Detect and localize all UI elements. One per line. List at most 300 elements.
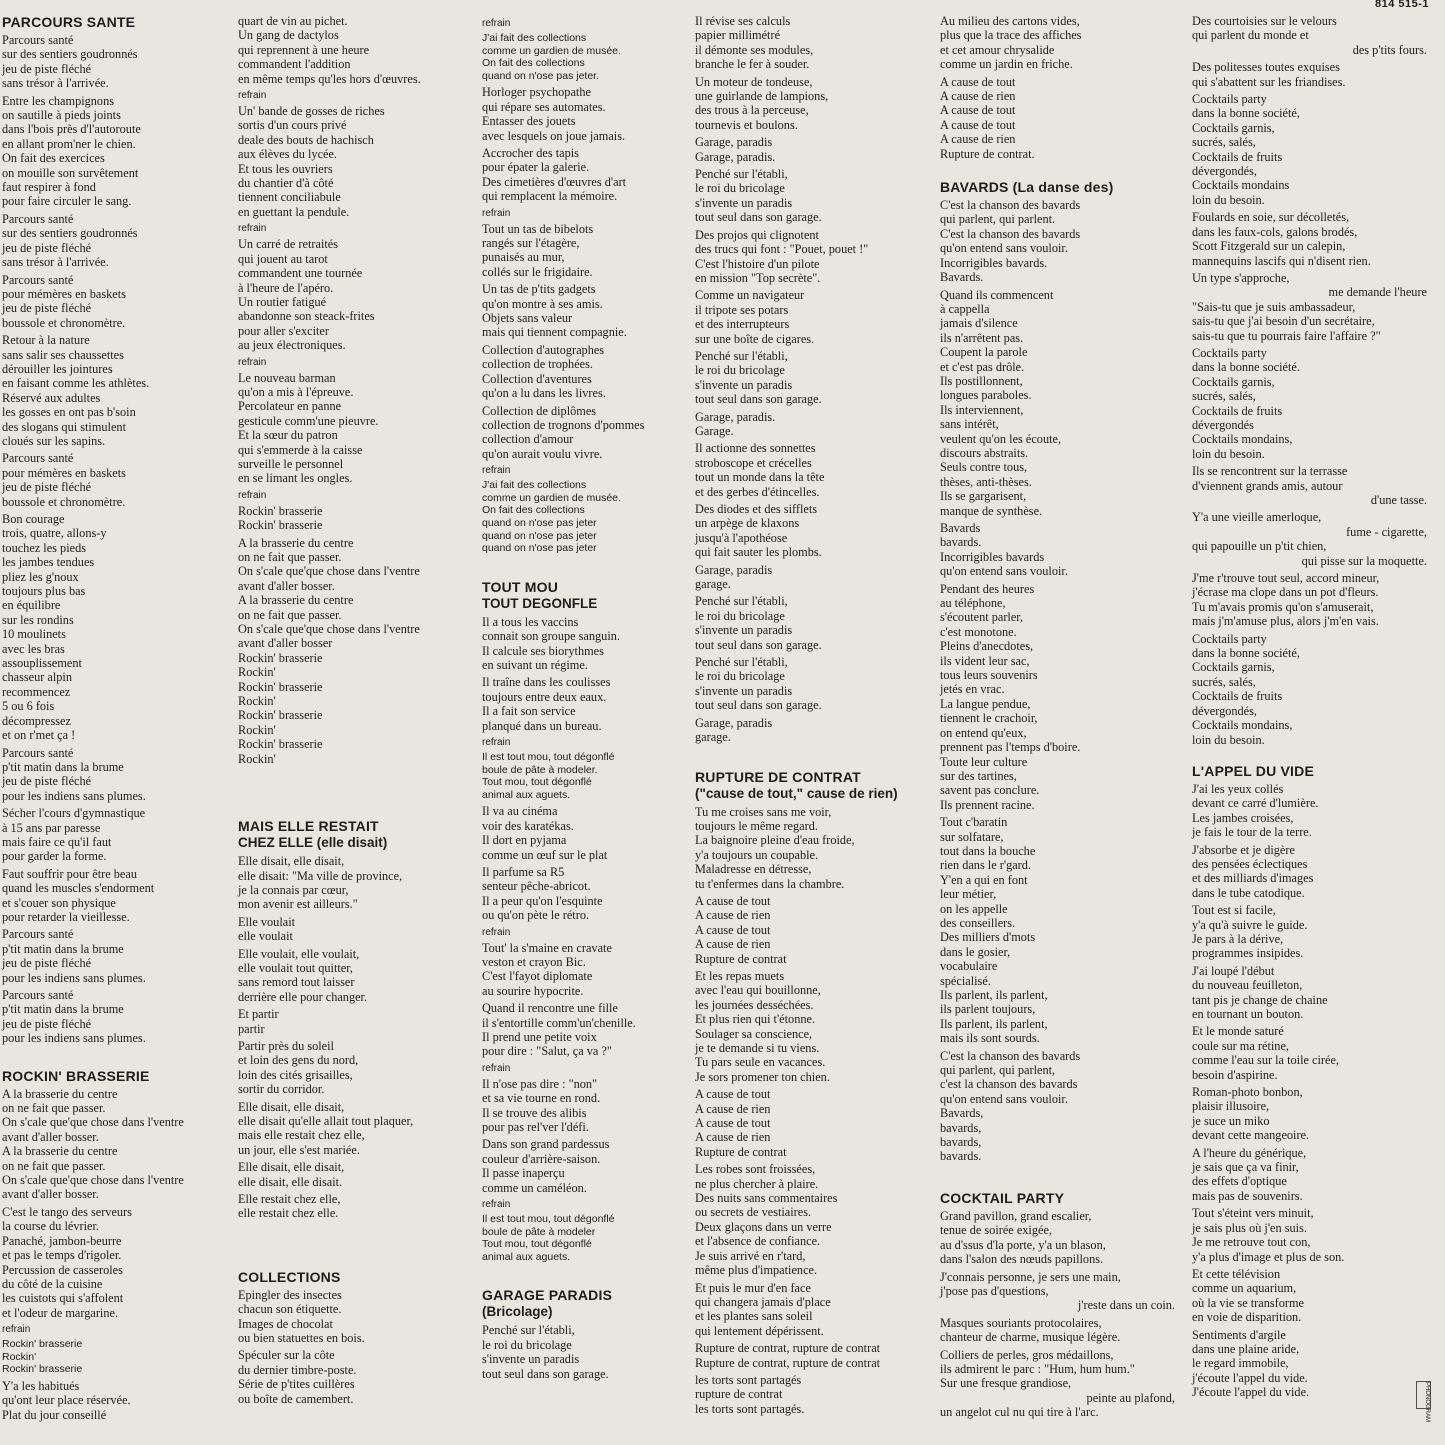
lyric-stanza <box>1192 571 1427 629</box>
lyric-stanza <box>1192 14 1427 57</box>
lyric-line: sans salir ses chaussettes <box>2 347 124 362</box>
lyric-line: Un' bande de gosses de riches <box>238 104 385 119</box>
lyric-line: qui parlent du monde et <box>1192 28 1309 43</box>
lyric-line: Des courtoisies sur le velours <box>1192 14 1337 28</box>
lyric-line: mais ils sont sourds. <box>940 1031 1040 1046</box>
lyric-line: Plat du jour conseillé <box>2 1407 107 1422</box>
lyric-line: Rockin' <box>238 694 276 709</box>
lyric-line: toujours plus bas <box>2 584 86 599</box>
lyric-line: Il n'ose pas dire : "non" <box>482 1076 598 1091</box>
lyric-line: pliez les g'noux <box>2 569 79 584</box>
lyric-line: Garage, paradis <box>695 135 773 150</box>
lyric-line: ils parlent toujours, <box>940 1002 1036 1017</box>
lyric-line: Rockin' brasserie <box>2 1338 83 1351</box>
lyric-line: Accrocher des tapis <box>482 146 579 160</box>
lyric-stanza <box>1192 1024 1427 1082</box>
lyric-line: Bavards, <box>940 1106 984 1121</box>
lyric-line: qui jouent au tarot <box>238 251 328 266</box>
lyric-line: qu'on entend sans vouloir. <box>940 241 1068 256</box>
lyric-stanza <box>940 198 1175 284</box>
lyric-line: s'écoutent parler, <box>940 610 1023 625</box>
lyric-line: cloués sur les sapins. <box>2 433 106 448</box>
lyric-line: punaisés au mur, <box>482 250 565 265</box>
lyric-stanza <box>695 502 930 560</box>
lyric-line: On fait des exercices <box>2 151 105 166</box>
lyric-line: je fais le tour de la terre. <box>1192 825 1312 840</box>
lyric-line: les gosses en ont pas b'soin <box>2 405 136 420</box>
lyric-line: dans la bonne société, <box>1192 646 1300 661</box>
lyric-line: discours abstraits. <box>940 445 1029 460</box>
lyric-line: avant d'aller bosser. <box>2 1187 99 1202</box>
lyric-line: des trucs qui font : "Pouet, pouet !" <box>695 242 869 257</box>
lyric-line: pour garder la forme. <box>2 849 107 864</box>
lyric-line: dans une plaine aride, <box>1192 1341 1300 1356</box>
lyric-stanza <box>1192 1267 1427 1325</box>
lyric-line: besoin d'aspirine. <box>1192 1067 1278 1082</box>
lyric-line: Il passe inaperçu <box>482 1166 565 1181</box>
lyric-stanza <box>940 815 1175 1046</box>
lyric-line: c'est la chanson des bavards <box>940 1077 1078 1092</box>
lyric-line: Au milieu des cartons vides, <box>940 14 1080 28</box>
lyric-line: sur des sentiers goudronnés <box>2 226 138 241</box>
lyric-line: sais-tu que tu pourrais faire l'affaire ?" <box>1192 328 1381 343</box>
lyric-stanza <box>695 410 930 439</box>
lyric-line: la course du lévrier. <box>2 1219 99 1234</box>
song-section <box>940 14 1175 161</box>
lyric-line: 5 ou 6 fois <box>2 699 55 714</box>
lyric-stanza <box>1192 782 1427 840</box>
catalog-number: 814 515-1 <box>1374 0 1429 10</box>
lyric-line: fume - cigarette, <box>1346 524 1427 539</box>
lyric-stanza <box>2 451 237 509</box>
lyric-line: on ne fait que passer. <box>238 550 342 564</box>
lyric-line: C'est l'fayot diplomate <box>482 969 593 984</box>
lyric-line: A cause de rien <box>940 132 1016 147</box>
lyric-line: Et le monde saturé <box>1192 1024 1284 1039</box>
lyric-line: Cocktails mondains, <box>1192 432 1293 447</box>
lyric-line: partir <box>238 1021 265 1036</box>
lyric-line: Y'a une vieille amerloque, <box>1192 510 1322 525</box>
lyric-stanza <box>940 1316 1175 1345</box>
lyric-line: veston et crayon Bic. <box>482 954 586 969</box>
lyric-stanza <box>482 32 717 82</box>
lyric-line: Ils se rencontrent sur la terrasse <box>1192 464 1348 479</box>
lyric-line: sais-tu que j'ai besoin d'un secrétaire, <box>1192 314 1375 329</box>
lyric-line: plus que la trace des affiches <box>940 28 1082 43</box>
lyric-line: les torts sont partagés. <box>695 1401 805 1416</box>
lyric-line: J'connais personne, je sers une main, <box>940 1269 1121 1284</box>
lyric-line: A cause de tout <box>695 1116 771 1131</box>
lyrics-column-3 <box>482 14 717 1384</box>
lyric-line: collection d'amour <box>482 432 574 447</box>
lyric-line: s'invente un paradis <box>695 377 793 392</box>
lyric-stanza <box>238 1160 473 1189</box>
lyric-line: Collection d'aventures <box>482 371 592 386</box>
lyric-line: Il va au cinéma <box>482 804 558 819</box>
lyric-line: vocabulaire <box>940 959 998 974</box>
refrain-label: refrain <box>238 489 267 501</box>
lyric-line: Tu m'avais promis qu'on s'amuserait, <box>1192 599 1374 614</box>
lyric-line: chanteur de charme, musique légère. <box>940 1330 1121 1345</box>
lyric-line: qui répare ses automates. <box>482 99 606 114</box>
lyric-line: qui remplacent la mémoire. <box>482 189 618 204</box>
lyric-line: sur les rondins <box>2 612 74 627</box>
lyric-stanza <box>695 441 930 499</box>
lyric-line: Penché sur l'établi, <box>695 167 788 182</box>
lyric-line: jetés en vrac. <box>940 682 1005 697</box>
lyric-line: les journées desséchées. <box>695 997 814 1012</box>
lyric-line: Spéculer sur la côte <box>238 1348 335 1363</box>
lyric-line: Il parfume sa R5 <box>482 864 565 879</box>
lyric-stanza <box>940 1049 1175 1164</box>
lyric-line: Incorrigibles bavards <box>940 549 1045 564</box>
lyric-stanza <box>238 1348 473 1406</box>
lyric-line: Tout c'baratin <box>940 815 1008 830</box>
lyric-line: voir des karatékas. <box>482 818 574 833</box>
lyric-line: au téléphone, <box>940 596 1006 611</box>
lyric-line: animal aux aguets. <box>482 788 571 801</box>
lyric-line: sortir du corridor. <box>238 1082 325 1097</box>
lyric-line: La langue pendue, <box>940 696 1031 711</box>
lyric-line: Elle voulait, elle voulait, <box>238 946 360 961</box>
lyric-line: On s'cale que'que chose dans l'ventre <box>238 622 420 637</box>
lyric-line: collés sur le frigidaire. <box>482 264 593 279</box>
lyric-line: tout seul dans son garage. <box>482 1366 609 1381</box>
lyric-line: Y'a les habitués <box>2 1378 80 1393</box>
lyric-line: Bavards <box>940 521 981 535</box>
lyric-line: Tout est si facile, <box>1192 903 1276 918</box>
lyric-line: Tout un tas de bibelots <box>482 221 594 236</box>
lyric-line: sortis d'un cours privé <box>238 118 347 133</box>
lyric-line: comme l'eau sur la toile cirée, <box>1192 1053 1339 1068</box>
lyric-line: Colliers de perles, gros médaillons, <box>940 1347 1114 1362</box>
song-section <box>695 14 930 745</box>
lyric-line: Il actionne des sonnettes <box>695 441 816 456</box>
lyric-line: garage. <box>695 730 731 745</box>
lyric-line: Percussion de casseroles <box>2 1262 123 1277</box>
lyric-line: et s'couer son physique <box>2 895 116 910</box>
lyric-stanza <box>2 273 237 331</box>
lyric-line: A cause de tout <box>940 74 1016 89</box>
song-title: TOUT MOU <box>482 578 559 595</box>
lyric-stanza <box>482 404 717 462</box>
lyric-line: on mouille son survêtement <box>2 165 139 180</box>
lyric-line: Cocktails mondains, <box>1192 718 1293 733</box>
lyric-line: Ils interviennent, <box>940 402 1024 417</box>
song-section <box>482 579 717 1264</box>
lyric-line: Il est tout mou, tout dégonflé <box>482 1213 615 1226</box>
song-section <box>940 1190 1175 1420</box>
lyric-line: comme un gardien de musée. <box>482 491 621 504</box>
lyric-line: bavards. <box>940 1149 982 1164</box>
lyric-line: en même temps qu'les hors d'œuvres. <box>238 71 421 86</box>
lyric-line: qu'on aurait voulu vivre. <box>482 446 603 461</box>
lyric-line: coule sur ma rétine, <box>1192 1038 1289 1053</box>
lyric-line: comme un œuf sur le plat <box>482 847 608 862</box>
lyric-line: en tournant un bouton. <box>1192 1007 1304 1021</box>
lyric-line: les jambes tendues <box>2 555 95 570</box>
lyric-line: bavards. <box>940 535 982 550</box>
lyric-line: Ils parlent, ils parlent, <box>940 1016 1048 1031</box>
lyric-line: A cause de rien <box>695 908 771 923</box>
lyric-line: Tout s'éteint vers minuit, <box>1192 1206 1314 1221</box>
lyric-stanza <box>482 1077 717 1135</box>
lyric-line: Je suis arrivé en r'tard, <box>695 1248 806 1263</box>
song-title: COLLECTIONS <box>238 1268 341 1285</box>
lyric-line: commandent l'addition <box>238 57 351 72</box>
lyric-line: commandent une tournée <box>238 266 363 281</box>
refrain-label: refrain <box>482 18 511 29</box>
lyric-line: mais j'm'amuse plus, alors j'm'en vais. <box>1192 614 1379 629</box>
lyric-line: J'ai fait des collections <box>482 479 587 492</box>
lyric-line: à 15 ans par paresse <box>2 820 101 835</box>
lyric-line: Scott Fitzgerald sur un calepin, <box>1192 239 1346 254</box>
lyric-line: Rupture de contrat <box>695 951 787 966</box>
lyric-stanza <box>2 33 237 91</box>
lyric-line: dérouiller les jointures <box>2 361 113 376</box>
lyric-line: Il dort en pyjama <box>482 833 567 848</box>
lyric-line: dans la bonne société, <box>1192 106 1300 121</box>
lyric-stanza <box>482 1213 717 1263</box>
lyric-line: Parcours santé <box>2 211 74 226</box>
lyric-line: A cause de rien <box>695 1130 771 1145</box>
lyric-line: tout seul dans son garage. <box>695 698 822 713</box>
lyric-line: pour mémères en baskets <box>2 465 126 480</box>
song-section <box>482 18 717 555</box>
lyric-line: Il traîne dans les coulisses <box>482 675 611 690</box>
lyric-line: du nouveau feuilleton, <box>1192 978 1303 993</box>
lyric-line: J'ai les yeux collés <box>1192 781 1284 796</box>
lyric-line: sans trésor à l'arrivée. <box>2 76 109 91</box>
lyric-line: Série de p'tites cuillères <box>238 1377 355 1392</box>
lyric-line: Rockin' brasserie <box>238 503 323 518</box>
lyric-line: Parcours santé <box>2 272 74 287</box>
lyric-stanza <box>482 615 717 673</box>
lyric-line: aux élèves du lycée. <box>238 147 338 162</box>
lyric-line: Et plus rien qui t'étonne. <box>695 1012 816 1027</box>
lyric-line: au sourire hypocrite. <box>482 983 584 998</box>
lyric-line: en équilibre <box>2 598 61 613</box>
lyric-line: avec l'eau qui bouillonne, <box>695 983 821 998</box>
lyric-line: senteur pêche-abricot. <box>482 879 591 894</box>
lyric-line: A la brasserie du centre <box>2 1086 118 1101</box>
lyric-line: A cause de rien <box>695 937 771 952</box>
lyric-line: Et cette télévision <box>1192 1266 1281 1281</box>
lyric-line: Entasser des jouets <box>482 114 576 129</box>
lyric-stanza <box>695 1162 930 1277</box>
lyric-line: peinte au plafond, <box>1086 1390 1175 1405</box>
lyric-line: à cappella <box>940 301 990 316</box>
lyric-stanza <box>2 1205 237 1320</box>
lyric-line: je suce un miko <box>1192 1113 1270 1128</box>
lyric-line: le roi du bricolage <box>695 181 785 196</box>
lyric-stanza <box>238 371 473 486</box>
lyric-line: des pensées éclectiques <box>1192 856 1308 871</box>
lyric-line: Il prend une petite voix <box>482 1030 597 1044</box>
lyric-line: qu'on a mis à l'épreuve. <box>238 384 354 399</box>
lyric-line: collection de trognons d'pommes <box>482 417 645 432</box>
lyric-line: qui papouille un p'tit chien, <box>1192 539 1327 554</box>
lyric-line: Ils prennent racine. <box>940 797 1035 812</box>
lyric-line: je sais plus où j'en suis. <box>1192 1220 1307 1235</box>
song-title: PARCOURS SANTE <box>2 14 136 30</box>
lyric-line: et cet amour chrysalide <box>940 42 1055 57</box>
lyric-line: s'invente un paradis <box>695 683 793 698</box>
lyric-line: Tu pars seule en vacances. <box>695 1055 826 1070</box>
lyric-line: animal aux aguets. <box>482 1250 571 1263</box>
lyric-line: il démonte ses modules, <box>695 42 814 57</box>
lyric-line: programmes insipides. <box>1192 946 1304 961</box>
lyric-line: toujours le même regard. <box>695 818 818 833</box>
lyric-stanza <box>695 167 930 225</box>
lyric-line: tout seul dans son garage. <box>695 210 822 225</box>
lyrics-column-6 <box>1192 14 1427 1403</box>
lyric-line: A la brasserie du centre <box>238 593 354 608</box>
lyric-line: boussole et chronomètre. <box>2 315 126 330</box>
lyric-line: Rockin' brasserie <box>238 737 323 752</box>
lyric-line: Cocktails de fruits <box>1192 689 1283 704</box>
lyric-line: Collection d'autographes <box>482 342 605 357</box>
lyric-line: trois, quatre, allons-y <box>2 526 107 541</box>
lyric-stanza <box>482 282 717 340</box>
lyric-line: du côté de la cuisine <box>2 1276 103 1291</box>
lyric-stanza <box>695 1087 930 1159</box>
lyric-stanza <box>1192 964 1427 1022</box>
lyric-line: bavards, <box>940 1135 982 1150</box>
lyric-line: les cuistots qui s'affolent <box>2 1291 124 1306</box>
lyric-line: Rupture de contrat. <box>940 146 1035 161</box>
lyric-line: Et partir <box>238 1007 279 1022</box>
lyric-line: des conseillers. <box>940 915 1016 930</box>
lyric-line: Des milliers d'mots <box>940 930 1036 945</box>
lyric-stanza <box>1192 464 1427 507</box>
lyric-line: décompressez <box>2 713 71 728</box>
lyric-line: Elle voulait <box>238 914 296 929</box>
lyric-line: Cocktails party <box>1192 631 1267 646</box>
lyric-line: et sa vie tourne en rond. <box>482 1091 601 1106</box>
lyric-line: Coupent la parole <box>940 345 1028 360</box>
lyric-line: quand les muscles s'endorment <box>2 881 155 896</box>
lyric-line: Cocktails garnis, <box>1192 120 1275 135</box>
lyric-line: J'ai fait des collections <box>482 32 587 44</box>
lyric-line: gesticule comm'une pieuvre. <box>238 413 379 428</box>
lyric-stanza <box>238 237 473 352</box>
lyric-line: Il a fait son service <box>482 704 576 719</box>
song-section <box>1192 763 1427 1400</box>
lyric-stanza <box>695 1341 930 1370</box>
lyric-line: A l'heure du générique, <box>1192 1145 1307 1160</box>
lyric-line: connait son groupe sanguin. <box>482 629 620 644</box>
lyric-line: dévergondés <box>1192 417 1254 432</box>
lyric-line: y'a plus d'image et plus de son. <box>1192 1249 1345 1264</box>
lyric-line: Il calcule ses biorythmes <box>482 643 604 658</box>
lyric-line: pour pas rel'ver l'défi. <box>482 1120 589 1135</box>
lyric-line: derrière elle pour changer. <box>238 989 368 1004</box>
song-title: L'APPEL DU VIDE <box>1192 762 1314 779</box>
lyric-stanza <box>482 1323 717 1381</box>
lyric-stanza <box>940 582 1175 813</box>
lyric-line: Retour à la nature <box>2 333 90 348</box>
lyric-line: Images de chocolat <box>238 1316 333 1331</box>
lyric-line: 10 moulinets <box>2 627 66 642</box>
lyric-stanza <box>482 85 717 143</box>
lyric-line: A cause de rien <box>940 89 1016 104</box>
lyric-line: Parcours santé <box>2 988 74 1002</box>
lyric-line: y'a qu'à suivre le guide. <box>1192 917 1308 932</box>
lyric-line: Cocktails garnis, <box>1192 660 1275 675</box>
lyric-line: Je sors promener ton chien. <box>695 1069 830 1084</box>
lyric-stanza <box>695 969 930 1084</box>
lyrics-column-5 <box>940 14 1175 1423</box>
lyric-line: des effets d'optique <box>1192 1174 1287 1189</box>
lyric-line: on ne fait que passer. <box>2 1158 106 1173</box>
label-logo: PHONOGRAM <box>1416 1381 1431 1409</box>
lyric-line: On s'cale que'que chose dans l'ventre <box>2 1115 184 1130</box>
lyric-line: dans l'salon des nœuds papillons. <box>940 1252 1104 1267</box>
lyric-line: dans le gosier, <box>940 944 1011 959</box>
lyric-line: j'écrase ma clope dans un pot d'fleurs. <box>1192 585 1379 600</box>
lyric-line: Garage, paradis. <box>695 409 776 424</box>
lyric-line: dévergondés, <box>1192 703 1257 718</box>
lyric-line: mais faire ce qu'il faut <box>2 834 112 849</box>
lyric-line: avec lesquels on joue jamais. <box>482 128 626 143</box>
lyric-line: et les plantes sans soleil <box>695 1309 813 1324</box>
lyric-stanza <box>1192 60 1427 89</box>
lyric-line: avant d'aller bosser <box>238 636 333 651</box>
lyric-line: le roi du bricolage <box>695 669 785 684</box>
lyric-stanza <box>695 655 930 713</box>
lyric-line: ou bien statuettes en bois. <box>238 1331 365 1346</box>
lyric-line: et l'odeur de margarine. <box>2 1305 119 1320</box>
lyric-stanza <box>238 14 473 86</box>
lyric-line: J'absorbe et je digère <box>1192 842 1295 857</box>
lyric-line: Elle disait, elle disait, <box>238 1160 345 1175</box>
lyric-line: jeu de piste fléché <box>2 480 92 495</box>
lyric-line: j'écoute l'appel du vide. <box>1192 1370 1308 1385</box>
lyric-line: couleur d'arrière-saison. <box>482 1151 601 1166</box>
lyric-line: mannequins lascifs qui n'disent rien. <box>1192 253 1371 268</box>
lyric-line: surveille le personnel <box>238 456 344 471</box>
lyric-line: on ne fait que passer. <box>2 1101 106 1116</box>
lyric-stanza <box>695 563 930 592</box>
lyric-line: Rockin' brasserie <box>2 1363 83 1376</box>
song-section <box>2 1068 237 1423</box>
lyric-line: sur une boîte de cigares. <box>695 331 815 346</box>
lyric-line: qu'ont leur place réservée. <box>2 1393 131 1408</box>
lyric-line: s'invente un paradis <box>695 195 793 210</box>
lyric-line: Des nuits sans commentaires <box>695 1191 838 1206</box>
lyric-line: C'est la chanson des bavards <box>940 226 1081 241</box>
lyric-line: en se limant les ongles. <box>238 471 353 486</box>
lyric-line: sur des sentiers goudronnés <box>2 47 138 62</box>
lyrics-column-1 <box>2 14 237 1425</box>
lyric-line: Objets sans valeur <box>482 311 573 326</box>
lyric-line: ils n'arrêtent pas. <box>940 330 1024 345</box>
lyric-line: Soulager sa conscience, <box>695 1026 813 1041</box>
lyric-line: jusqu'à l'apothéose <box>695 530 788 545</box>
lyric-stanza <box>695 75 930 133</box>
lyric-line: C'est l'histoire d'un pilote <box>695 256 820 271</box>
lyric-line: qui changera jamais d'place <box>695 1294 831 1309</box>
lyric-line: Maladresse en détresse, <box>695 862 812 877</box>
song-title-line <box>940 179 1175 196</box>
lyric-line: ou boîte de camembert. <box>238 1391 354 1406</box>
lyric-line: J'écoute l'appel du vide. <box>1192 1385 1310 1400</box>
lyric-line: c'est monotone. <box>940 624 1017 639</box>
song-title: MAIS ELLE RESTAIT <box>238 818 379 835</box>
lyric-line: Parcours santé <box>2 451 74 466</box>
lyric-line: Des diodes et des sifflets <box>695 502 818 516</box>
